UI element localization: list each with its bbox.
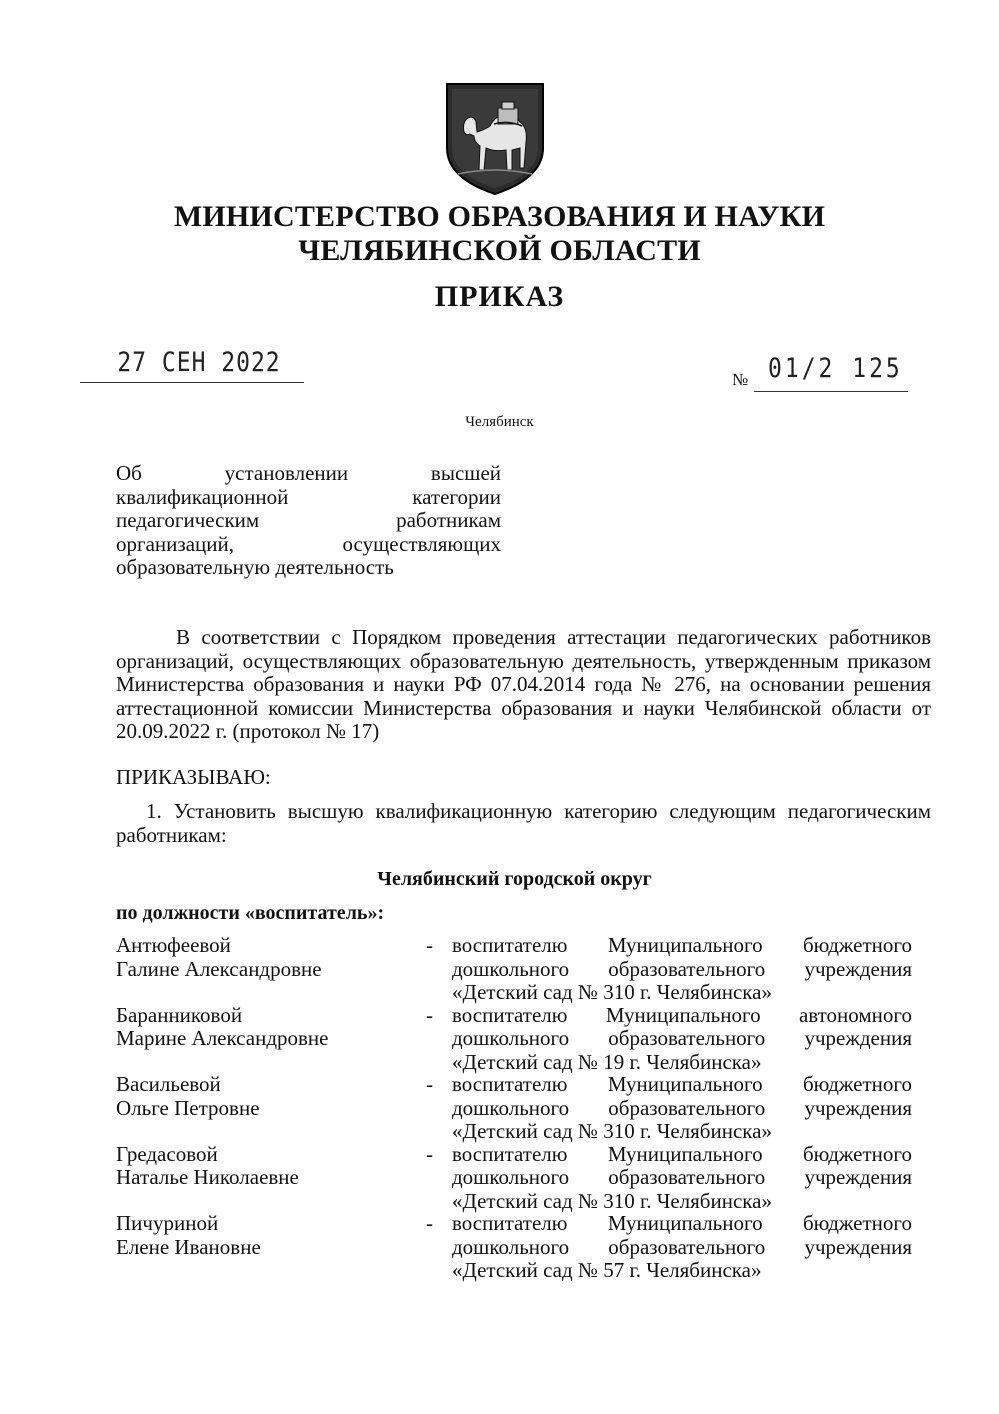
employee-position bbox=[452, 1073, 912, 1144]
subject-word: установлении bbox=[224, 461, 349, 485]
dash-separator: - bbox=[426, 933, 433, 957]
district-heading: Челябинский городской округ bbox=[377, 868, 652, 890]
subject-word: квалификационной bbox=[116, 484, 289, 509]
city: Челябинск bbox=[465, 414, 534, 430]
employee-name bbox=[116, 934, 416, 981]
position-line: «Детский сад № 19 г. Челябинска» bbox=[452, 1049, 762, 1074]
subject-line bbox=[116, 533, 501, 557]
position-word: дошкольного bbox=[452, 1234, 570, 1259]
list-item bbox=[116, 934, 912, 1004]
position-line bbox=[452, 1143, 912, 1167]
dash-separator: - bbox=[426, 1072, 433, 1096]
dash-separator: - bbox=[426, 1211, 433, 1235]
employee-name bbox=[116, 1212, 416, 1259]
number-underline bbox=[754, 391, 908, 392]
dash-separator: - bbox=[426, 1002, 433, 1027]
subject-word: Об bbox=[116, 461, 142, 485]
position-word: дошкольного bbox=[452, 1095, 570, 1120]
position-word: воспитателю bbox=[452, 1002, 568, 1027]
position-word: Муниципального bbox=[605, 1002, 761, 1027]
position-line bbox=[452, 1097, 912, 1121]
position-word: дошкольного bbox=[452, 1165, 570, 1189]
list-item bbox=[116, 1143, 912, 1213]
position-word: учреждения bbox=[804, 956, 913, 981]
preamble-paragraph: В соответствии с Порядком проведения аттестации педагогических работников организаций, осуществляющих образовательную деятельность, утвержденным приказом Министерства образования и науки РФ 07.04.2014 года № 276, на основании решения аттестационной комиссии Министерства образования и науки Челябинской области от 20.09.2022 г. (протокол № 17) bbox=[116, 625, 931, 743]
position-line bbox=[452, 1027, 912, 1051]
subject-word: осуществляющих bbox=[342, 531, 501, 556]
subject-word: категории bbox=[412, 484, 501, 509]
position-line bbox=[452, 1073, 912, 1097]
position-word: учреждения bbox=[804, 1095, 913, 1120]
position-line: «Детский сад № 310 г. Челябинска» bbox=[452, 1119, 772, 1143]
ministry-name-line2: ЧЕЛЯБИНСКОЙ ОБЛАСТИ bbox=[298, 234, 701, 267]
subject-word: работникам bbox=[396, 508, 501, 532]
position-word: Муниципального bbox=[607, 1141, 763, 1166]
employee-name bbox=[116, 1073, 416, 1120]
subject-block bbox=[116, 462, 501, 580]
subject-line bbox=[116, 462, 501, 486]
position-line: «Детский сад № 310 г. Челябинска» bbox=[452, 980, 772, 1004]
position-line bbox=[452, 1004, 912, 1028]
employee-given-names: Галине Александровне bbox=[116, 956, 322, 981]
position-word: дошкольного bbox=[452, 1026, 570, 1050]
subject-line bbox=[116, 509, 501, 533]
position-word: Муниципального bbox=[607, 1072, 763, 1096]
position-word: образовательного bbox=[608, 1026, 766, 1050]
subject-word: высшей bbox=[430, 461, 501, 485]
position-word: учреждения bbox=[804, 1234, 913, 1259]
list-item bbox=[116, 1212, 912, 1282]
employee-surname: Антюфеевой bbox=[116, 933, 231, 957]
employee-surname: Васильевой bbox=[116, 1072, 221, 1096]
employee-list bbox=[116, 934, 912, 1282]
ministry-name bbox=[0, 200, 999, 268]
position-line bbox=[452, 1166, 912, 1190]
employee-given-names: Ольге Петровне bbox=[116, 1095, 260, 1120]
dash-separator: - bbox=[426, 1141, 433, 1166]
position-heading: по должности «воспитатель»: bbox=[116, 902, 385, 924]
date-field bbox=[80, 350, 304, 383]
item-1: 1. Установить высшую квалификационную категорию следующим педагогическим работникам: bbox=[116, 799, 931, 847]
list-item bbox=[116, 1004, 912, 1074]
position-word: бюджетного bbox=[802, 933, 912, 957]
employee-name bbox=[116, 1004, 416, 1051]
subject-line bbox=[116, 486, 501, 510]
date-underline bbox=[80, 382, 304, 383]
position-word: образовательного bbox=[608, 956, 766, 981]
position-line bbox=[452, 1212, 912, 1236]
position-line bbox=[452, 958, 912, 982]
position-word: Муниципального bbox=[607, 1211, 763, 1235]
subject-line: образовательную деятельность bbox=[116, 555, 394, 579]
position-word: воспитателю bbox=[452, 1072, 568, 1096]
date-stamp: 27 СЕН 2022 bbox=[117, 348, 281, 378]
position-word: образовательного bbox=[608, 1234, 766, 1259]
position-word: воспитателю bbox=[452, 1211, 568, 1235]
position-word: бюджетного bbox=[802, 1211, 912, 1235]
employee-name bbox=[116, 1143, 416, 1190]
employee-position bbox=[452, 1004, 912, 1075]
order-word: ПРИКАЗЫВАЮ: bbox=[116, 765, 271, 789]
position-line bbox=[452, 1236, 912, 1260]
number-stamp: 01/2 125 bbox=[768, 354, 903, 384]
document-type: ПРИКАЗ bbox=[434, 280, 565, 313]
employee-surname: Баранниковой bbox=[116, 1002, 243, 1027]
position-word: автономного bbox=[798, 1002, 913, 1027]
employee-position bbox=[452, 1143, 912, 1214]
position-word: воспитателю bbox=[452, 933, 568, 957]
position-word: дошкольного bbox=[452, 956, 570, 981]
position-word: учреждения bbox=[804, 1165, 913, 1189]
position-line bbox=[452, 934, 912, 958]
employee-position bbox=[452, 1212, 912, 1283]
number-sign: № bbox=[732, 370, 749, 389]
position-word: образовательного bbox=[608, 1165, 766, 1189]
employee-given-names: Наталье Николаевне bbox=[116, 1165, 299, 1189]
employee-surname: Гредасовой bbox=[116, 1141, 218, 1166]
employee-surname: Пичуриной bbox=[116, 1211, 219, 1235]
number-field bbox=[732, 356, 908, 396]
position-word: образовательного bbox=[608, 1095, 766, 1120]
employee-position bbox=[452, 934, 912, 1005]
subject-word: организаций, bbox=[116, 531, 234, 556]
position-line: «Детский сад № 310 г. Челябинска» bbox=[452, 1188, 772, 1213]
position-word: воспитателю bbox=[452, 1141, 568, 1166]
position-line: «Детский сад № 57 г. Челябинска» bbox=[452, 1258, 762, 1282]
position-word: бюджетного bbox=[802, 1141, 912, 1166]
ministry-name-line1: МИНИСТЕРСТВО ОБРАЗОВАНИЯ И НАУКИ bbox=[173, 200, 826, 233]
employee-given-names: Марине Александровне bbox=[116, 1026, 329, 1050]
position-word: Муниципального bbox=[607, 933, 763, 957]
employee-given-names: Елене Ивановне bbox=[116, 1234, 261, 1259]
coat-of-arms-icon bbox=[444, 82, 546, 196]
list-item bbox=[116, 1073, 912, 1143]
position-word: учреждения bbox=[804, 1026, 913, 1050]
subject-word: педагогическим bbox=[116, 508, 260, 532]
position-word: бюджетного bbox=[802, 1072, 912, 1096]
